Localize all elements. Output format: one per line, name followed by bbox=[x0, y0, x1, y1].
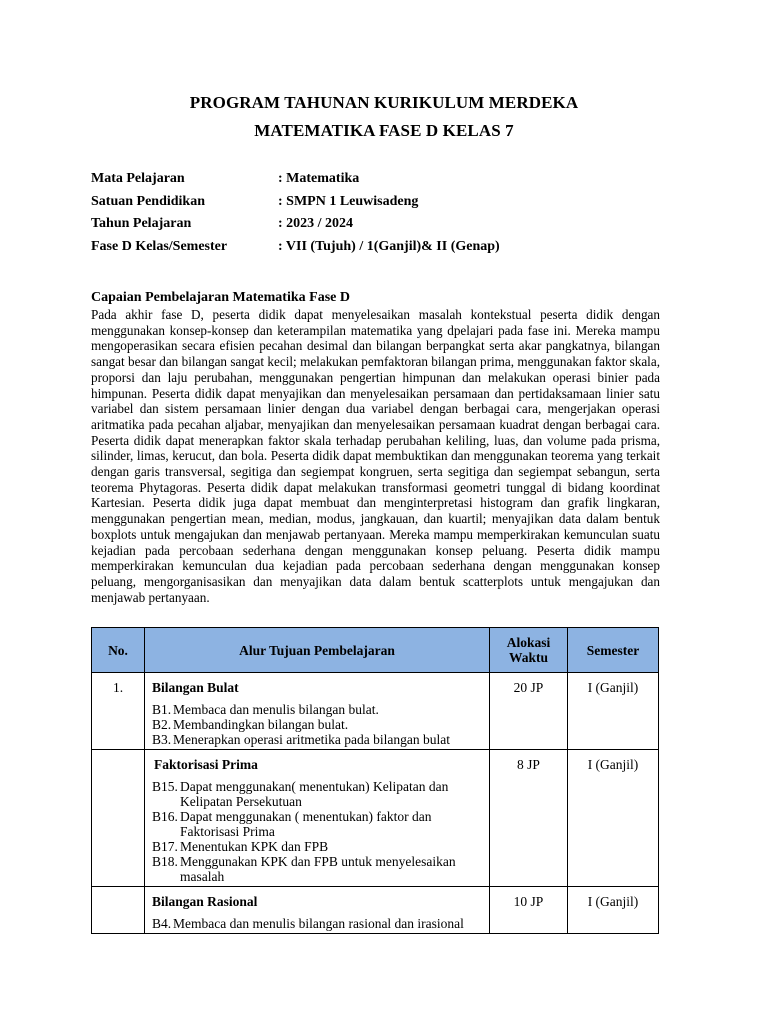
info-row-class bbox=[91, 239, 691, 262]
cp-paragraph: Pada akhir fase D, peserta didik dapat menyelesaikan masalah kontekstual peserta didik dengan menggunakan konsep-konsep dan keterampilan matematika yang dpelajari pada fase ini. Mereka mampu mengoperasikan secara efisien pecahan desimal dan bilangan berpangkat serta akar pangkatnya, bilangan sangat besar dan bilangan sangat kecil; melakukan pemfaktoran bilangan prima, menggunakan faktor skala, proporsi dan laju perubahan, menggunakan pengertian himpunan dan melakukan operasi binier pada himpunan. Peserta didik dapat menyajikan dan menyelesaikan persamaan dan pertidaksamaan linier satu variabel dan sistem persamaan linier dengan dua variabel dengan berbagai cara, mengerjakan operasi aritmatika pada pecahan aljabar, menyajikan dan menyelesaikan persamaan kuadrat dengan berbagai cara. Peserta didik dapat menerapkan faktor skala terhadap perubahan keliling, luas, dan volume pada prisma, silinder, limas, kerucut, dan bola. Peserta didik dapat membuktikan dan menggunakan teorema yang terkait dengan garis transversal, segitiga dan segiempat kongruen, serta segitiga dan segiempat sebangun, serta teorema Phytagoras. Peserta didik dapat melakukan transformasi geometri tunggal di bidang koordinat Kartesian. Peserta didik juga dapat membuat dan menginterpretasi histogram dan grafik lingkaran, menggunakan pengertian mean, median, modus, jangkauan, dan kuartil; menyajikan data dalam bentuk boxplots untuk mengajukan dan menjawab pertanyaan. Mereka mampu memperkirakan kemunculan suatu kejadian pada percobaan sederhana dengan menggunakan konsep peluang. Peserta didik mampu memperkirakan kemunculan dua kejadian pada percobaan sederhana dengan menggunakan konsep peluang, mengorganisasikan dan menyajikan data dalam bentuk scatterplots untuk mengajukan dan menjawab pertanyaan. bbox=[91, 307, 660, 605]
table-row bbox=[92, 673, 659, 750]
item-code: B16. bbox=[152, 809, 178, 824]
info-row-school bbox=[91, 194, 691, 217]
item-text: Membaca dan menulis bilangan rasional dan irasional bbox=[173, 916, 464, 931]
list-item bbox=[152, 839, 483, 854]
item-text: Dapat menggunakan( menentukan) Kelipatan dan Kelipatan Persekutuan bbox=[180, 779, 449, 809]
info-label: Fase D Kelas/Semester bbox=[91, 238, 228, 254]
info-value: : SMPN 1 Leuwisadeng bbox=[278, 193, 419, 209]
table-header-row bbox=[92, 628, 659, 673]
table-row bbox=[92, 750, 659, 887]
row-semester: I (Ganjil) bbox=[568, 750, 659, 887]
list-item bbox=[152, 854, 483, 884]
atp-table bbox=[91, 627, 659, 934]
header-semester: Semester bbox=[568, 628, 659, 673]
row-no bbox=[92, 887, 145, 934]
document-title: PROGRAM TAHUNAN KURIKULUM MERDEKA bbox=[189, 93, 579, 112]
info-label: Satuan Pendidikan bbox=[91, 193, 205, 209]
header-alur: Alur Tujuan Pembelajaran bbox=[145, 628, 490, 673]
list-item bbox=[152, 732, 483, 747]
item-text: Membandingkan bilangan bulat. bbox=[173, 717, 349, 732]
item-text: Membaca dan menulis bilangan bulat. bbox=[173, 702, 379, 717]
item-code: B15. bbox=[152, 779, 178, 794]
row-alokasi: 8 JP bbox=[490, 750, 568, 887]
list-item bbox=[152, 717, 483, 732]
topic-title: Bilangan Rasional bbox=[152, 894, 258, 909]
item-list bbox=[145, 772, 489, 886]
document-subtitle: MATEMATIKA FASE D KELAS 7 bbox=[254, 121, 514, 140]
row-alur bbox=[145, 750, 490, 887]
topic-title: Bilangan Bulat bbox=[152, 680, 239, 695]
item-text: Dapat menggunakan ( menentukan) faktor dan Faktorisasi Prima bbox=[180, 809, 432, 839]
header-no: No. bbox=[92, 628, 145, 673]
row-semester: I (Ganjil) bbox=[568, 673, 659, 750]
info-label: Mata Pelajaran bbox=[91, 171, 185, 186]
header-alokasi bbox=[490, 628, 568, 673]
item-list bbox=[145, 909, 489, 933]
topic-title: Faktorisasi Prima bbox=[154, 757, 258, 772]
list-item bbox=[152, 702, 483, 717]
table-row bbox=[92, 887, 659, 934]
cp-heading: Capaian Pembelajaran Matematika Fase D bbox=[91, 290, 350, 305]
info-value: : VII (Tujuh) / 1(Ganjil)& II (Genap) bbox=[278, 238, 500, 254]
header-alokasi-text: Alokasi Waktu bbox=[506, 635, 551, 665]
row-alur bbox=[145, 673, 490, 750]
row-no bbox=[92, 750, 145, 887]
row-no: 1. bbox=[92, 673, 145, 750]
info-row-year bbox=[91, 216, 691, 239]
list-item bbox=[152, 809, 483, 839]
item-code: B2. bbox=[152, 717, 172, 732]
row-alokasi: 10 JP bbox=[490, 887, 568, 934]
item-code: B18. bbox=[152, 854, 178, 869]
list-item bbox=[152, 779, 483, 809]
row-alokasi: 20 JP bbox=[490, 673, 568, 750]
list-item bbox=[152, 916, 483, 931]
info-label: Tahun Pelajaran bbox=[91, 216, 192, 231]
info-block bbox=[91, 171, 691, 261]
row-alur bbox=[145, 887, 490, 934]
item-text: Menentukan KPK dan FPB bbox=[180, 839, 329, 854]
item-code: B4. bbox=[152, 916, 172, 931]
info-value: : 2023 / 2024 bbox=[278, 216, 354, 231]
item-code: B17. bbox=[152, 839, 178, 854]
item-code: B1. bbox=[152, 702, 172, 717]
item-text: Menerapkan operasi aritmetika pada bilangan bulat bbox=[173, 732, 451, 747]
item-text: Menggunakan KPK dan FPB untuk menyelesaikan masalah bbox=[180, 854, 456, 884]
info-value: : Matematika bbox=[278, 171, 360, 186]
item-list bbox=[145, 695, 489, 749]
info-row-subject bbox=[91, 171, 691, 194]
row-semester: I (Ganjil) bbox=[568, 887, 659, 934]
item-code: B3. bbox=[152, 732, 172, 747]
